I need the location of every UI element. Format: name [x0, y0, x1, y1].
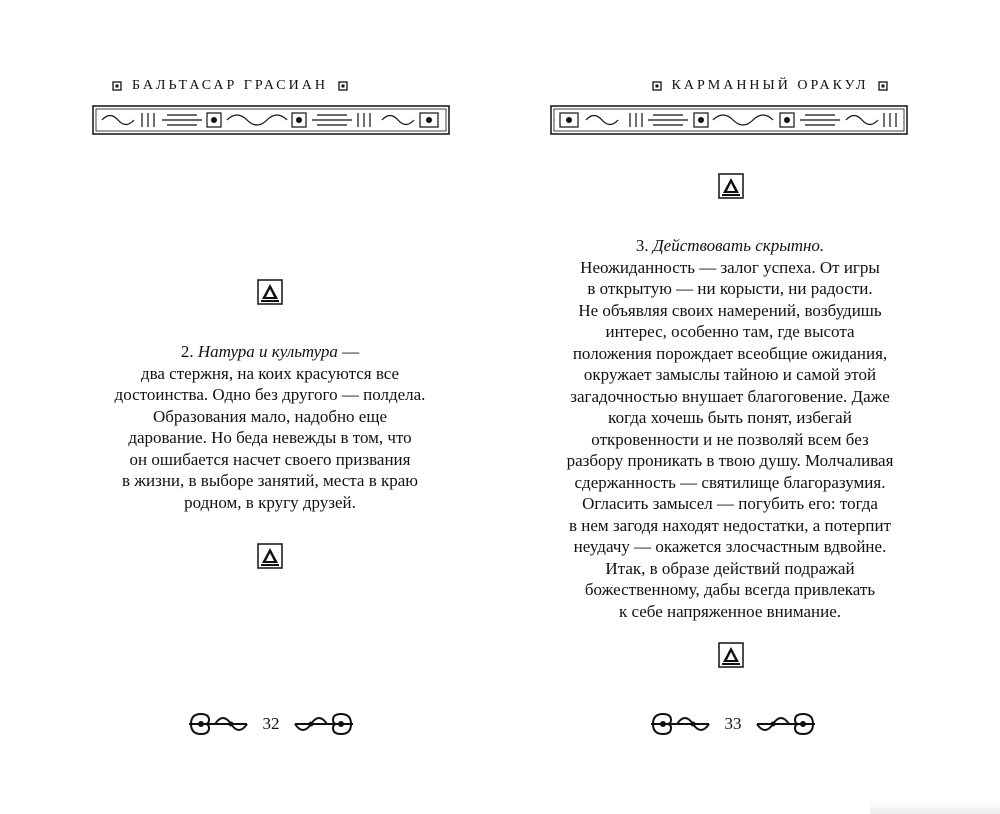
running-head: [520, 78, 1000, 94]
text-line: в нем загодя находят недостатки, а потерпит: [569, 515, 891, 535]
text-line: в жизни, в выборе занятий, места в краю: [122, 471, 418, 490]
text-line: разбору проникать в твою душу. Молчаливая: [566, 451, 894, 470]
scroll-ornament-icon: [185, 710, 251, 738]
fleuron-ornament-icon: [718, 642, 744, 668]
text-line: сдержанность — святилище благоразумия.: [574, 472, 886, 492]
ornamental-frieze: [550, 105, 908, 135]
text-line: божественному, дабы всегда привлекать: [584, 580, 876, 599]
text-line: интерес, особенно там, где высота: [605, 322, 855, 341]
text-line: дарование. Но беда невежды в том, что: [128, 428, 412, 447]
text-line: загадочностью внушает благоговение. Даже: [570, 386, 890, 406]
text-line: два стержня, на коих красуются все: [140, 363, 400, 383]
text-line: Не объявляя своих намерений, возбудишь: [578, 300, 882, 320]
running-head-title: БАЛЬТАСАР ГРАСИАН: [132, 78, 328, 93]
text-line: откровенности и не позволяй всем без: [591, 429, 869, 449]
text-line: положения порождает всеобщие ожидания,: [572, 343, 888, 363]
scroll-ornament-icon: [291, 710, 357, 738]
section-number: 3.: [635, 236, 649, 255]
text-line: родном, в кругу друзей.: [184, 492, 356, 512]
section-number: 2.: [180, 342, 194, 361]
section-dash: —: [337, 342, 360, 361]
text-line: он ошибается насчет своего призвания: [129, 449, 411, 469]
text-line: к себе напряженное внимание.: [618, 601, 842, 621]
text-line: неудачу — окажется злосчастным вдвойне.: [573, 537, 887, 556]
running-head: [0, 78, 480, 94]
page-number-footer: [185, 709, 357, 739]
ornamental-frieze: [92, 105, 450, 135]
square-ornament-icon: [112, 81, 122, 91]
text-line: в открытую — ни корысти, ни радости.: [587, 279, 873, 298]
section-title: Действовать скрытно.: [652, 236, 825, 255]
text-line: окружает замыслы тайною и самой этой: [583, 365, 877, 384]
text-line: когда хочешь быть понят, избегай: [608, 408, 852, 427]
text-line: Огласить замысел — погубить его: тогда: [582, 494, 878, 513]
scroll-ornament-icon: [753, 710, 819, 738]
section-3-text: [530, 235, 930, 622]
section-heading: [530, 235, 930, 257]
square-ornament-icon: [652, 81, 662, 91]
section-2-text: [70, 341, 470, 513]
section-title: Натура и культура: [197, 342, 338, 361]
page-number: 33: [724, 714, 742, 733]
section-heading: [70, 341, 470, 363]
square-ornament-icon: [338, 81, 348, 91]
text-line: Образования мало, надобно еще: [153, 406, 387, 426]
text-line: Неожиданность — залог успеха. От игры: [580, 257, 880, 277]
fleuron-ornament-icon: [718, 173, 744, 199]
text-line: достоинства. Одно без другого — полдела.: [114, 385, 426, 404]
right-page: [500, 0, 1000, 814]
fleuron-ornament-icon: [257, 279, 283, 305]
page-number-footer: [647, 709, 819, 739]
page-number: 32: [262, 714, 280, 733]
running-head-title: КАРМАННЫЙ ОРАКУЛ: [671, 78, 869, 93]
fleuron-ornament-icon: [257, 543, 283, 569]
square-ornament-icon: [878, 81, 888, 91]
text-line: Итак, в образе действий подражай: [605, 558, 855, 578]
scroll-ornament-icon: [647, 710, 713, 738]
